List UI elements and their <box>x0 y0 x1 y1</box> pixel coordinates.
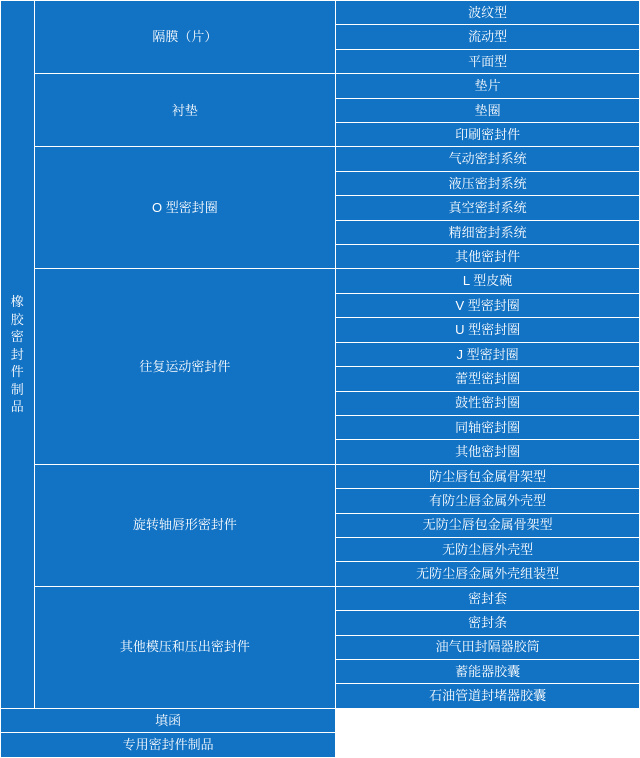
leaf-item-cell: 无防尘唇外壳型 <box>336 537 640 561</box>
leaf-item-cell: U 型密封圈 <box>336 318 640 342</box>
leaf-item-cell: 有防尘唇金属外壳型 <box>336 489 640 513</box>
table-row <box>1 269 640 293</box>
table-row <box>1 147 640 171</box>
leaf-item-cell: V 型密封圈 <box>336 293 640 317</box>
leaf-item-cell: 垫片 <box>336 74 640 98</box>
leaf-item-cell: 油气田封隔器胶筒 <box>336 635 640 659</box>
leaf-item-cell: 波纹型 <box>336 1 640 25</box>
leaf-item-cell: 鼓性密封圈 <box>336 391 640 415</box>
table-row <box>1 1 640 25</box>
table-row <box>1 586 640 610</box>
leaf-item-cell: 精细密封系统 <box>336 220 640 244</box>
leaf-item-cell: 垫圈 <box>336 98 640 122</box>
group-label-cell: 隔膜（片） <box>34 1 336 74</box>
root-category-cell <box>1 1 35 709</box>
leaf-item-cell: 同轴密封圈 <box>336 415 640 439</box>
root-category-label: 橡胶密封件制品 <box>10 293 24 415</box>
full-width-category-cell: 填函 <box>1 708 336 732</box>
leaf-item-cell: 液压密封系统 <box>336 171 640 195</box>
leaf-item-cell: 密封条 <box>336 611 640 635</box>
group-label-cell: 其他模压和压出密封件 <box>34 586 336 708</box>
leaf-item-cell: 蓄能器胶囊 <box>336 659 640 683</box>
leaf-item-cell: 其他密封圈 <box>336 440 640 464</box>
leaf-item-cell: 密封套 <box>336 586 640 610</box>
full-width-category-cell: 专用密封件制品 <box>1 733 336 758</box>
leaf-item-cell: 其他密封件 <box>336 245 640 269</box>
leaf-item-cell: 流动型 <box>336 25 640 49</box>
leaf-item-cell: 平面型 <box>336 49 640 73</box>
leaf-item-cell: 气动密封系统 <box>336 147 640 171</box>
leaf-item-cell: L 型皮碗 <box>336 269 640 293</box>
leaf-item-cell: 石油管道封堵器胶囊 <box>336 684 640 708</box>
leaf-item-cell: 无防尘唇包金属骨架型 <box>336 513 640 537</box>
leaf-item-cell: J 型密封圈 <box>336 342 640 366</box>
group-label-cell: O 型密封圈 <box>34 147 336 269</box>
group-label-cell: 衬垫 <box>34 74 336 147</box>
leaf-item-cell: 蕾型密封圈 <box>336 367 640 391</box>
table-row <box>1 74 640 98</box>
leaf-item-cell: 防尘唇包金属骨架型 <box>336 464 640 488</box>
leaf-item-cell: 印刷密封件 <box>336 123 640 147</box>
table-body <box>1 1 640 758</box>
group-label-cell: 往复运动密封件 <box>34 269 336 464</box>
table-row <box>1 733 640 758</box>
group-label-cell: 旋转轴唇形密封件 <box>34 464 336 586</box>
table-row <box>1 464 640 488</box>
table-row <box>1 708 640 732</box>
leaf-item-cell: 无防尘唇金属外壳组装型 <box>336 562 640 586</box>
leaf-item-cell: 真空密封系统 <box>336 196 640 220</box>
